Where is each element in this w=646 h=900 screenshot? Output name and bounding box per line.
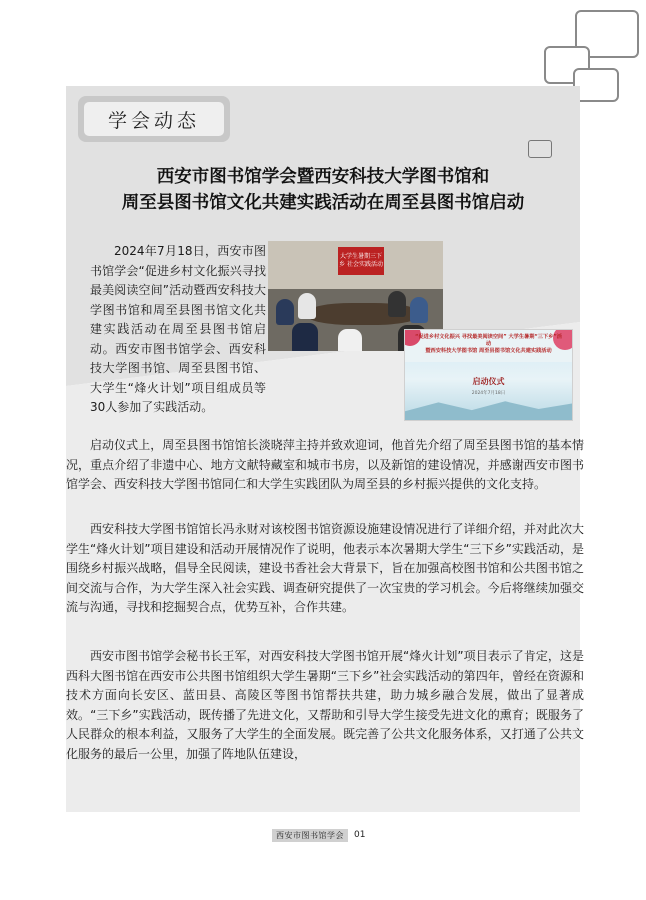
title-line-1: 西安市图书馆学会暨西安科技大学图书馆和 (156, 167, 490, 187)
decorative-box (528, 140, 552, 158)
banner-date: 2024年7月18日 (471, 391, 506, 396)
section-tab (78, 96, 230, 142)
paragraph-4: 西安市图书馆学会秘书长王军，对西安科技大学图书馆开展“烽火计划”项目表示了肯定，这是西科大图书馆在西安市公共图书馆组织大学生暑期“三下乡”社会实践活动的第四年，曾经在资源和技术方面向长安区、蓝田县、高陵区等图书馆帮扶共建，助力城乡融合发展，做出了显著成效。“三下乡”实践活动，既传播了先进文化，又帮助和引导大学生接受先进文化的熏育；既服务了人民群众的根本利益，又服务了大学生的全面发展。既完善了公共文化服务体系，又打通了公共文化服务的最后一公里，加强了阵地队伍建设， (66, 649, 584, 761)
paragraph-1: 2024年7月18日，西安市图书馆学会“促进乡村文化振兴寻找最美阅读空间”活动暨西安科技大学图书馆和周至县图书馆文化共建实践活动在周至县图书馆启动。西安市图书馆学会、西安科技大学图书馆、周至县图书馆、大学生“烽火计划”项目组成员等30人参加了实践活动。 (90, 244, 266, 414)
banner-heading: 启动仪式 (472, 377, 505, 386)
article-title (66, 164, 580, 216)
footer-label: 西安市图书馆学会 (272, 829, 348, 842)
paragraph-2: 启动仪式上，周至县图书馆馆长淡晓萍主持并致欢迎词，他首先介绍了周至县图书馆的基本情况，重点介绍了非遗中心、地方文献特藏室和城市书房，以及新馆的建设情况，并感谢西安市图书馆学会、西安科技大学图书馆同仁和大学生实践团队为周至县的乡村振兴提供的文化支持。 (66, 438, 584, 491)
meeting-screen: 大学生暑期三下乡 社会实践活动 (338, 247, 384, 275)
ceremony-banner-photo (404, 329, 573, 421)
page-footer (272, 828, 372, 842)
paragraph-3: 西安科技大学图书馆馆长冯永财对该校图书馆资源设施建设情况进行了详细介绍，并对此次大学生“烽火计划”项目建设和活动开展情况作了说明，他表示本次暑期大学生“三下乡”实践活动，是围绕乡村振兴战略，倡导全民阅读，建设书香社会大背景下，旨在加强高校图书馆和公共图书馆之间交流与合作，为大学生深入社会实践、调查研究提供了一次宝贵的学习机会。今后将继续加强交流与沟通，寻找和挖掘契合点，优势互补，合作共建。 (66, 522, 584, 614)
banner-line-2: 暨西安科技大学图书馆 周至县图书馆文化共建实践活动 (425, 348, 552, 354)
banner-line-1: “促进乡村文化振兴 寻找最美阅读空间” 大学生暑期“三下乡”活动 (415, 334, 562, 347)
page-number: 01 (354, 830, 366, 840)
title-line-2: 周至县图书馆文化共建实践活动在周至县图书馆启动 (121, 193, 525, 213)
section-label: 学会动态 (84, 102, 224, 136)
